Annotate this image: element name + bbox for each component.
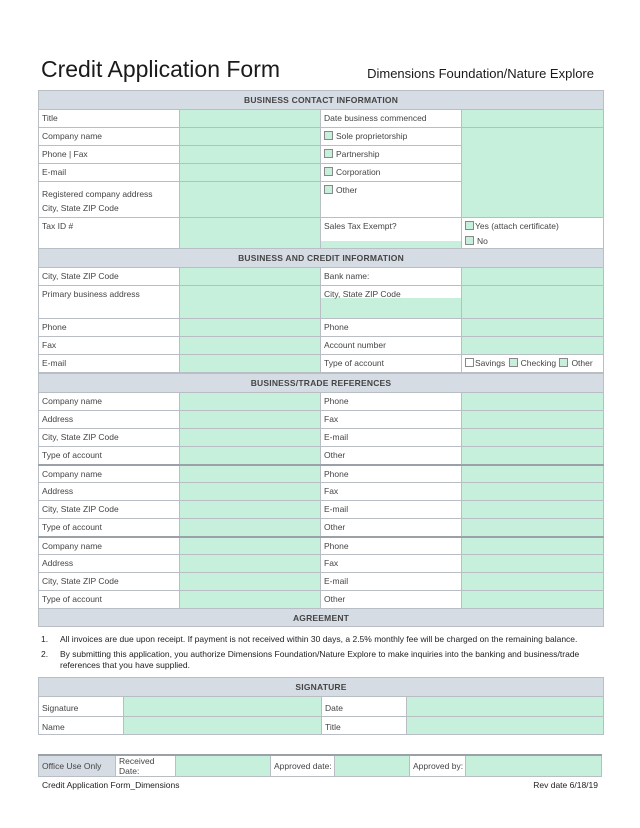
- section-title-business-credit: BUSINESS AND CREDIT INFORMATION: [39, 249, 604, 268]
- ref2-city-label: City, State ZIP Code: [39, 501, 180, 519]
- ref3-fax-label: Fax: [321, 555, 462, 573]
- section-title-signature: SIGNATURE: [39, 678, 604, 697]
- bank-phone-label: Phone: [321, 319, 462, 337]
- bank-city-field[interactable]: [321, 298, 461, 318]
- ref3-other-label: Other: [321, 591, 462, 609]
- company-name-label: Company name: [39, 128, 180, 146]
- phone-field[interactable]: [180, 319, 321, 337]
- ref3-city-field[interactable]: [180, 573, 321, 591]
- ref3-email-field[interactable]: [462, 573, 604, 591]
- references-table: [38, 373, 604, 627]
- section-title-agreement: AGREEMENT: [39, 609, 604, 627]
- form-header: [38, 56, 602, 86]
- signature-field[interactable]: [124, 697, 322, 717]
- ref3-phone-label: Phone: [321, 537, 462, 555]
- entity-option-partnership[interactable]: Partnership: [321, 146, 462, 164]
- ref2-other-label: Other: [321, 519, 462, 537]
- credit-email-field[interactable]: [180, 355, 321, 373]
- received-date-field[interactable]: [176, 756, 271, 776]
- ref3-fax-field[interactable]: [462, 555, 604, 573]
- signature-date-label: Date: [322, 697, 407, 717]
- ref1-phone-label: Phone: [321, 393, 462, 411]
- ref1-city-field[interactable]: [180, 429, 321, 447]
- agreement-item-2: 2. By submitting this application, you authorize Dimensions Foundation/Nature Explore to make inquiries into the banking and business/trade references that you have supplied.: [41, 649, 580, 670]
- credit-email-label: E-mail: [39, 355, 180, 373]
- section-title-business-contact: BUSINESS CONTACT INFORMATION: [39, 91, 604, 110]
- ref1-phone-field[interactable]: [462, 393, 604, 411]
- ref3-account-type-label: Type of account: [39, 591, 180, 609]
- account-type-options: Savings Checking Other: [462, 355, 604, 373]
- primary-address-label: Primary business address: [39, 286, 180, 319]
- phone-fax-label: Phone | Fax: [39, 146, 180, 164]
- ref3-company-name-field[interactable]: [180, 537, 321, 555]
- signature-table: [38, 677, 604, 735]
- account-type-label: Type of account: [321, 355, 462, 373]
- organization-name: Dimensions Foundation/Nature Explore: [367, 66, 594, 81]
- title-field[interactable]: [180, 110, 321, 128]
- fax-label: Fax: [39, 337, 180, 355]
- ref2-fax-field[interactable]: [462, 483, 604, 501]
- ref3-company-name-label: Company name: [39, 537, 180, 555]
- office-use-bar: [38, 754, 602, 777]
- ref1-city-label: City, State ZIP Code: [39, 429, 180, 447]
- checkbox-sole-proprietorship[interactable]: [324, 131, 333, 140]
- email-field[interactable]: [180, 164, 321, 182]
- ref1-company-name-label: Company name: [39, 393, 180, 411]
- ref1-other-label: Other: [321, 447, 462, 465]
- account-number-field[interactable]: [462, 337, 604, 355]
- bank-city-cell: [321, 286, 462, 319]
- business-credit-table: [38, 248, 604, 373]
- date-commenced-field[interactable]: [462, 110, 604, 128]
- primary-address-field[interactable]: [180, 286, 321, 319]
- ref1-account-type-field[interactable]: [180, 447, 321, 465]
- ref1-fax-label: Fax: [321, 411, 462, 429]
- approved-date-label: Approved date:: [271, 756, 335, 776]
- agreement-terms: [38, 634, 603, 675]
- checkbox-partnership[interactable]: [324, 149, 333, 158]
- company-name-field[interactable]: [180, 128, 321, 146]
- sales-tax-label: Sales Tax Exempt?: [324, 221, 397, 231]
- checkbox-checking[interactable]: [509, 358, 518, 367]
- received-date-label: Received Date:: [116, 756, 176, 776]
- ref1-email-field[interactable]: [462, 429, 604, 447]
- tax-id-label: Tax ID #: [39, 218, 180, 255]
- checkbox-sales-tax-yes[interactable]: [465, 221, 474, 230]
- entity-type-field[interactable]: [462, 128, 604, 218]
- bank-name-field[interactable]: [462, 268, 604, 286]
- entity-option-other[interactable]: Other: [321, 182, 462, 218]
- ref1-address-label: Address: [39, 411, 180, 429]
- checkbox-corporation[interactable]: [324, 167, 333, 176]
- city-state-zip-field[interactable]: [180, 268, 321, 286]
- phone-label: Phone: [39, 319, 180, 337]
- footer-revision-date: Rev date 6/18/19: [533, 780, 598, 790]
- ref3-email-label: E-mail: [321, 573, 462, 591]
- ref3-address-label: Address: [39, 555, 180, 573]
- ref1-address-field[interactable]: [180, 411, 321, 429]
- ref1-account-type-label: Type of account: [39, 447, 180, 465]
- ref3-city-label: City, State ZIP Code: [39, 573, 180, 591]
- form-title: Credit Application Form: [41, 56, 281, 82]
- phone-fax-field[interactable]: [180, 146, 321, 164]
- sales-tax-yes-option[interactable]: Yes (attach certificate): [465, 221, 600, 236]
- checkbox-account-other[interactable]: [559, 358, 568, 367]
- fax-field[interactable]: [180, 337, 321, 355]
- agreement-item-2-text: By submitting this application, you authorize Dimensions Foundation/Nature Explore to make inquiries into the banking and business/trade references that you have supplied.: [60, 649, 580, 670]
- ref3-address-field[interactable]: [180, 555, 321, 573]
- entity-option-corporation[interactable]: Corporation: [321, 164, 462, 182]
- signature-label: Signature: [39, 697, 124, 717]
- ref2-address-field[interactable]: [180, 483, 321, 501]
- ref2-company-name-field[interactable]: [180, 465, 321, 483]
- ref2-fax-label: Fax: [321, 483, 462, 501]
- bank-name-label: Bank name:: [321, 268, 462, 286]
- office-use-label: Office Use Only: [38, 756, 116, 776]
- ref2-other-field[interactable]: [462, 519, 604, 537]
- approved-by-field[interactable]: [466, 756, 602, 776]
- ref1-company-name-field[interactable]: [180, 393, 321, 411]
- ref2-company-name-label: Company name: [39, 465, 180, 483]
- ref2-email-label: E-mail: [321, 501, 462, 519]
- business-contact-table: [38, 90, 604, 255]
- bank-city-label: City, State ZIP Code: [324, 289, 401, 299]
- ref1-other-field[interactable]: [462, 447, 604, 465]
- registered-address-field[interactable]: [180, 182, 321, 218]
- footer-document-name: Credit Application Form_Dimensions: [42, 780, 180, 790]
- signature-date-field[interactable]: [407, 697, 604, 717]
- ref3-phone-field[interactable]: [462, 537, 604, 555]
- ref3-account-type-field[interactable]: [180, 591, 321, 609]
- signature-title-field[interactable]: [407, 717, 604, 735]
- ref2-email-field[interactable]: [462, 501, 604, 519]
- date-commenced-label: Date business commenced: [321, 110, 462, 128]
- sales-tax-no-option[interactable]: No: [465, 236, 600, 246]
- agreement-item-1-text: All invoices are due upon receipt. If payment is not received within 30 days, a 2.5% monthly fee will be charged on the remaining balance.: [60, 634, 578, 644]
- name-field[interactable]: [124, 717, 322, 735]
- section-title-references: BUSINESS/TRADE REFERENCES: [39, 374, 604, 393]
- registered-address-label: Registered company address City, State ZIP Code: [39, 182, 180, 218]
- ref1-fax-field[interactable]: [462, 411, 604, 429]
- entity-option-sole[interactable]: Sole proprietorship: [321, 128, 462, 146]
- ref2-account-type-label: Type of account: [39, 519, 180, 537]
- page-footer: [42, 780, 598, 790]
- city-state-zip-label: City, State ZIP Code: [39, 268, 180, 286]
- checkbox-other[interactable]: [324, 185, 333, 194]
- ref3-other-field[interactable]: [462, 591, 604, 609]
- ref2-city-field[interactable]: [180, 501, 321, 519]
- agreement-item-1: 1. All invoices are due upon receipt. If payment is not received within 30 days, a 2.5% monthly fee will be charged on the remaining balance.: [41, 634, 578, 644]
- approved-by-label: Approved by:: [410, 756, 466, 776]
- ref2-phone-field[interactable]: [462, 465, 604, 483]
- signature-title-label: Title: [322, 717, 407, 735]
- name-label: Name: [39, 717, 124, 735]
- email-label: E-mail: [39, 164, 180, 182]
- ref2-account-type-field[interactable]: [180, 519, 321, 537]
- ref2-phone-label: Phone: [321, 465, 462, 483]
- account-number-label: Account number: [321, 337, 462, 355]
- bank-city-field-right[interactable]: [462, 286, 604, 319]
- title-label: Title: [39, 110, 180, 128]
- ref2-address-label: Address: [39, 483, 180, 501]
- ref1-email-label: E-mail: [321, 429, 462, 447]
- checkbox-savings[interactable]: [465, 358, 474, 367]
- bank-phone-field[interactable]: [462, 319, 604, 337]
- approved-date-field[interactable]: [335, 756, 410, 776]
- checkbox-sales-tax-no[interactable]: [465, 236, 474, 245]
